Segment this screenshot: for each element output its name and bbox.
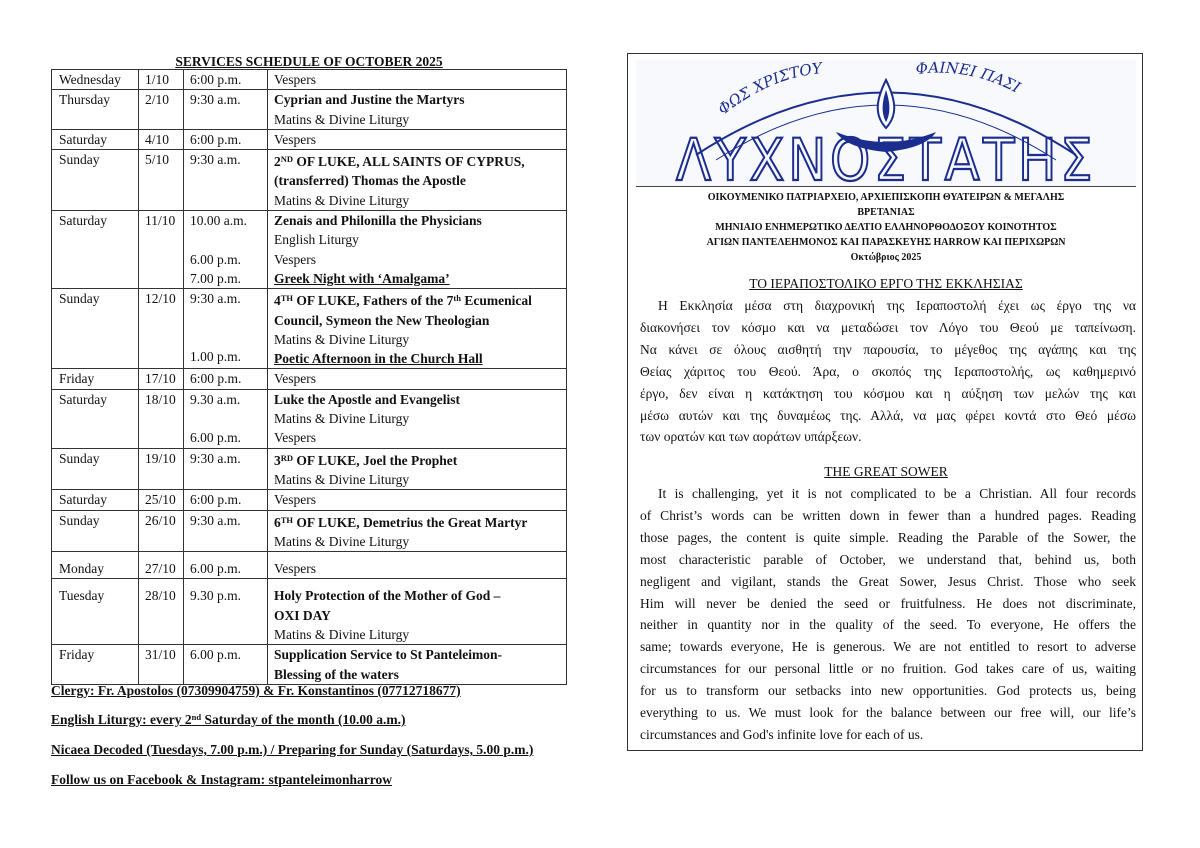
schedule-day: Friday [52,369,139,389]
schedule-row [52,645,567,685]
paragraph-line: circumstances and God's infinite love for each of us. [640,726,924,742]
schedule-day: Saturday [52,490,139,510]
schedule-table [51,69,567,685]
schedule-day: Tuesday [52,579,139,645]
schedule-date: 25/10 [139,490,184,510]
schedule-time: 6:00 p.m. [184,490,268,510]
paragraph-line: Θείας χάριτος του Θεού. Άρα, ο σκοπός της Ιεραποστολής, ως καθημερινό [640,363,1136,379]
schedule-time: 6.00 p.m. [184,552,268,579]
schedule-row [52,579,567,645]
english-article-body [640,483,1136,746]
header-line-2: ΒΡΕΤΑΝΙΑΣ [857,207,915,218]
schedule-day: Friday [52,645,139,685]
greek-article-title: ΤΟ ΙΕΡΑΠΟΣΤΟΛΙΚΟ ΕΡΓΟ ΤΗΣ ΕΚΚΛΗΣΙΑΣ [749,276,1023,291]
schedule-row [52,389,567,448]
schedule-row [52,552,567,579]
newsletter-page [627,53,1143,751]
schedule-date: 5/10 [139,150,184,211]
masthead-title: ΛΥΧΝΟΣΤΑΤΗΣ [676,126,1096,186]
schedule-date: 17/10 [139,369,184,389]
schedule-time: 6:00 p.m. [184,369,268,389]
schedule-row [52,70,567,90]
schedule-row [52,150,567,211]
schedule-row [52,369,567,389]
header-date: Οκτώβριος 2025 [850,252,922,263]
schedule-time: 10.00 a.m. 6.00 p.m. 7.00 p.m. [184,211,268,289]
ordinal-suffix: ND [280,154,294,165]
paragraph-line: έργο, δεν είναι η κατάκτηση του κόσμου και η αύξηση των μελών της και [640,385,1136,401]
paragraph-line: circumstances for our personal little or no fruition. God takes care of us, waiting [640,661,1136,677]
schedule-service: Vespers [268,70,567,90]
greek-article-body [640,295,1136,448]
paragraph-line: those pages, the content is quite simple. Reading the Parable of the Sower, the [640,529,1136,545]
schedule-service: Cyprian and Justine the Martyrs Matins & Divine Liturgy [268,90,567,130]
schedule-day: Saturday [52,211,139,289]
schedule-time: 9:30 a.m. [184,510,268,552]
schedule-service: Zenais and Philonilla the Physicians English Liturgy Vespers Greek Night with ‘Amalgama’ [268,211,567,289]
schedule-date: 19/10 [139,448,184,490]
schedule-date: 18/10 [139,389,184,448]
schedule-day: Wednesday [52,70,139,90]
schedule-day: Monday [52,552,139,579]
schedule-date: 31/10 [139,645,184,685]
schedule-day: Sunday [52,150,139,211]
paragraph-line: Να κάνει σε όλους αισθητή την παρουσία, το μέγεθος της αγάπης και της [640,341,1136,357]
paragraph-line: neither in quantity nor in the quality of the seed. To everyone, He offers the [640,617,1136,633]
paragraph-line: of Christ’s words can be written down in fewer than a hundred pages. Reading [640,507,1136,523]
paragraph-line: Η Εκκλησία μέσα στη διαχρονική της Ιεραποστολή έχει ως έργο της να [658,298,1136,313]
schedule-date: 1/10 [139,70,184,90]
schedule-time: 9:30 a.m. [184,150,268,211]
schedule-time: 6:00 p.m. [184,129,268,149]
schedule-time: 6:00 p.m. [184,70,268,90]
ordinal-suffix: TH [280,293,294,304]
schedule-row [52,490,567,510]
paragraph-line: negligent and vigilant, stands the Great Sower, Jesus Christ. Those who seek [640,573,1136,589]
ordinal-suffix: RD [280,452,294,463]
paragraph-line: των ορατών και των αοράτων υπάρξεων. [640,429,862,445]
social-media-note: Follow us on Facebook & Instagram: stpanteleimonharrow [51,772,393,787]
schedule-date: 11/10 [139,211,184,289]
paragraph-line: μέσω αυτών και της δυναμέως της. Αλλά, να μας φέρει κοντά στο Θεό μέσω [640,407,1136,423]
schedule-date: 12/10 [139,289,184,369]
schedule-service: Vespers [268,552,567,579]
schedule-service: Holy Protection of the Mother of God – OXI DAY Matins & Divine Liturgy [268,579,567,645]
schedule-time: 9:30 a.m. [184,90,268,130]
schedule-row [52,510,567,552]
schedule-service: 6TH OF LUKE, Demetrius the Great Martyr Matins & Divine Liturgy [268,510,567,552]
ordinal-suffix: TH [280,514,294,525]
svg-text:ΦΩΣ ΧΡΙΣΤΟΥ [714,60,824,118]
schedule-date: 28/10 [139,579,184,645]
paragraph-line: everything to us. We must look for the balance between our free will, our life’s [640,705,1136,721]
schedule-day: Saturday [52,389,139,448]
schedule-date: 26/10 [139,510,184,552]
schedule-service: Vespers [268,369,567,389]
schedule-day: Thursday [52,90,139,130]
paragraph-line: διακονήσει τον κόσμο και να μεταδώσει τον Λόγο του Θεού με ταπείνωση. [640,319,1136,335]
schedule-service: 3RD OF LUKE, Joel the Prophet Matins & Divine Liturgy [268,448,567,490]
schedule-time: 9.30 a.m. 6.00 p.m. [184,389,268,448]
schedule-section [51,54,567,685]
english-liturgy-note: English Liturgy: every 2nd Saturday of the month (10.00 a.m.) [51,712,406,727]
motto-text-left: ΦΩΣ ΧΡΙΣΤΟΥ [714,60,823,119]
schedule-row [52,289,567,369]
paragraph-line: It is challenging, yet it is not complicated to be a Christian. All four records [658,486,1136,501]
paragraph-line: most characteristic parable of October, we understand that, behind us, both [640,551,1136,567]
schedule-date: 4/10 [139,129,184,149]
schedule-day: Sunday [52,448,139,490]
svg-text:ΦΑΙΝΕΙ ΠΑΣΙ [915,60,1025,97]
schedule-row [52,129,567,149]
english-article-title: THE GREAT SOWER [824,464,948,479]
schedule-row [52,211,567,289]
schedule-time: 9.30 p.m. [184,579,268,645]
schedule-date: 27/10 [139,552,184,579]
schedule-row [52,448,567,490]
paragraph-line: same; towards everyone, He is generous. We are not entitled to resort to adverse [640,639,1136,655]
schedule-day: Sunday [52,510,139,552]
schedule-service: Vespers [268,129,567,149]
schedule-time: 9:30 a.m. 1.00 p.m. [184,289,268,369]
schedule-service: 4TH OF LUKE, Fathers of the 7th Ecumenical Council, Symeon the New Theologian Matins & Divine Liturgy Poetic Afternoon in the Church Hall [268,289,567,369]
schedule-day: Sunday [52,289,139,369]
paragraph-line: Him will never be denied the seed or fruitfulness. He does not discriminate, [640,595,1136,611]
motto-text-right: ΦΑΙΝΕΙ ΠΑΣΙ [914,60,1024,97]
lamp-logo-icon [636,60,1136,186]
ordinal-suffix: th [453,293,461,304]
schedule-service: Vespers [268,490,567,510]
header-line-4: ΑΓΙΩΝ ΠΑΝΤΕΛΕΗΜΟΝΟΣ ΚΑΙ ΠΑΡΑΣΚΕΥΗΣ HARROW ΚΑΙ ΠΕΡΙΧΩΡΩΝ [706,237,1066,248]
schedule-service: Supplication Service to St Panteleimon- Blessing of the waters [268,645,567,685]
paragraph-line: for us to transform our setbacks into new opportunities. God protects us, being [640,683,1136,699]
masthead-logo [636,60,1136,187]
ordinal-suffix: nd [191,712,202,722]
schedule-title: SERVICES SCHEDULE OF OCTOBER 2025 [175,54,443,69]
schedule-time: 6.00 p.m. [184,645,268,685]
schedule-date: 2/10 [139,90,184,130]
nicaea-note: Nicaea Decoded (Tuesdays, 7.00 p.m.) / Preparing for Sunday (Saturdays, 5.00 p.m.) [51,742,534,757]
header-line-3: ΜΗΝΙΑΙΟ ΕΝΗΜΕΡΩΤΙΚΟ ΔΕΛΤΙΟ ΕΛΛΗΝΟΡΘΟΔΟΞΟΥ ΚΟΙΝΟΤΗΤΟΣ [715,222,1057,233]
schedule-service: 2ND OF LUKE, ALL SAINTS OF CYPRUS, (transferred) Thomas the Apostle Matins & Divine Liturgy [268,150,567,211]
clergy-contacts: Clergy: Fr. Apostolos (07309904759) & Fr. Konstantinos (07712718677) [51,683,461,698]
schedule-day: Saturday [52,129,139,149]
header-line-1: ΟΙΚΟΥΜΕΝΙΚΟ ΠΑΤΡΙΑΡΧΕΙΟ, ΑΡΧΙΕΠΙΣΚΟΠΗ ΘΥΑΤΕΙΡΩΝ & ΜΕΓΑΛΗΣ [707,192,1065,203]
schedule-row [52,90,567,130]
schedule-time: 9:30 a.m. [184,448,268,490]
schedule-service: Luke the Apostle and Evangelist Matins & Divine Liturgy Vespers [268,389,567,448]
